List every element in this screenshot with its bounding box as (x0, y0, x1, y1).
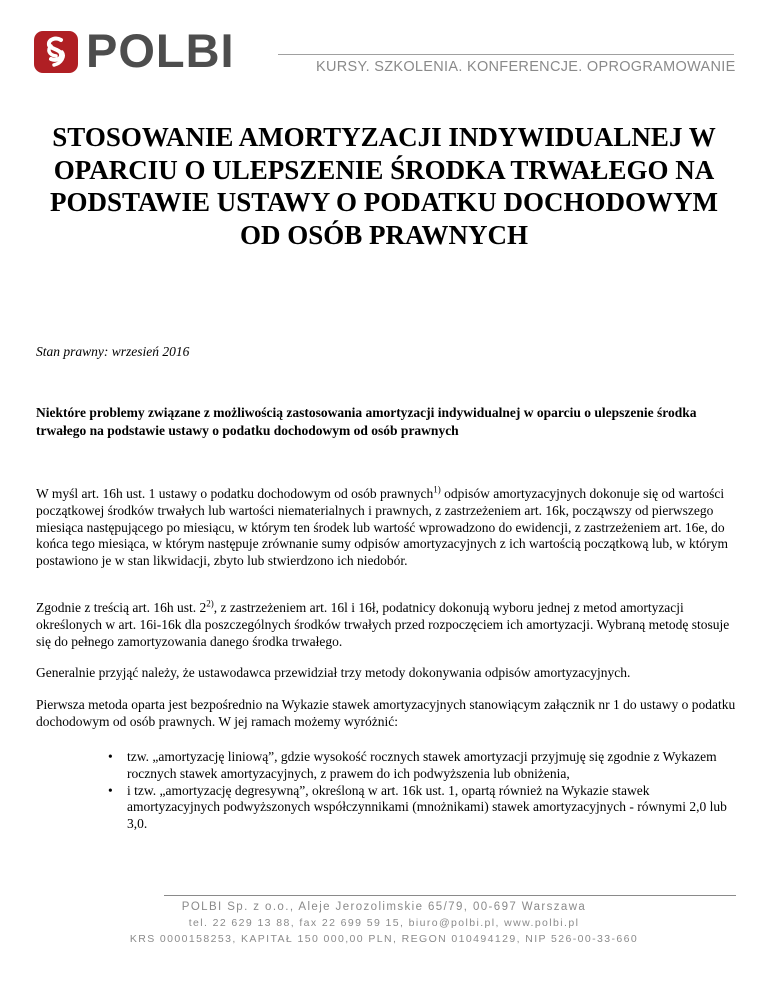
footer-registry: KRS 0000158253, KAPITAŁ 150 000,00 PLN, REGON 010494129, NIP 526-00-33-660 (129, 933, 639, 945)
footnote-ref-2: 2) (206, 598, 214, 609)
bullet-icon: • (108, 782, 113, 798)
paragraph-1-text-start: W myśl art. 16h ust. 1 ustawy o podatku dochodowym od osób prawnych (36, 486, 434, 501)
polbi-logo-icon (34, 31, 78, 73)
footer-contact: tel. 22 629 13 88, fax 22 699 59 15, biuro@polbi.pl, www.polbi.pl (188, 917, 580, 929)
lead-heading: Niektóre problemy związane z możliwością zastosowania amortyzacji indywidualnej w oparciu o ulepszenie środka trwałego na podstawie ustawy o podatku dochodowym od osób prawnych (36, 405, 697, 438)
paragraph-4: Pierwsza metoda oparta jest bezpośrednio na Wykazie stawek amortyzacyjnych stanowiącym załącznik nr 1 do ustawy o podatku dochodowym od osób prawnych. W jej ramach możemy wyróżnić: (36, 697, 736, 729)
paragraph-2-text-start: Zgodnie z treścią art. 16h ust. 2 (36, 600, 207, 615)
bullet-icon: • (108, 749, 113, 764)
list-item-text: i tzw. „amortyzację degresywną”, określoną w art. 16k ust. 1, opartą również na Wykazie stawek amortyzacyjnych podwyższonych współczynnikami (mnożnikami) stawek amortyzacyjnych - równymi 2,0 lub 3,0. (127, 782, 727, 832)
list-item (36, 783, 736, 833)
paragraph-1-text-end: odpisów amortyzacyjnych dokonuje się od wartości początkowej środków trwałych lub wartości niematerialnych i prawnych, z zastrzeżeniem art. 16k, począwszy od pierwszego miesiąca następującego po miesiącu, w którym ten środek lub wartość wprowadzono do ewidencji, z zastrzeżeniem art. 16e, do końca tego miesiąca, w którym następuje zrównanie sumy odpisów amortyzacyjnych z ich wartością początkową lub, w którym postawiono je w stan likwidacji, zbyto lub stwierdzono ich niedobór. (36, 486, 729, 569)
header-divider (278, 54, 734, 55)
header-tagline: KURSY. SZKOLENIA. KONFERENCJE. OPROGRAMOWANIE (316, 59, 736, 75)
page-header (34, 24, 736, 77)
list-item (36, 749, 736, 783)
logo-text: POLBI (86, 24, 235, 77)
document-title: STOSOWANIE AMORTYZACJI INDYWIDUALNEJ W OPARCIU O ULEPSZENIE ŚRODKA TRWAŁEGO NA PODSTAWIE USTAWY O PODATKU DOCHODOWYM OD OSÓB PRAWNYCH (49, 122, 719, 250)
paragraph-2 (36, 600, 736, 650)
methods-list (36, 749, 736, 833)
list-item-text: tzw. „amortyzację liniową”, gdzie wysokość rocznych stawek amortyzacji przyjmuję się zgodnie z Wykazem rocznych stawek amortyzacyjnych, z prawem do ich podwyższenia lub obniżenia, (127, 749, 717, 781)
footnote-ref-1: 1) (433, 484, 441, 495)
paragraph-1 (36, 486, 736, 570)
legal-status: Stan prawny: wrzesień 2016 (36, 344, 190, 359)
footer-address: POLBI Sp. z o.o., Aleje Jerozolimskie 65/79, 00-697 Warszawa (181, 901, 587, 913)
paragraph-2-text-end: , z zastrzeżeniem art. 16l i 16ł, podatnicy dokonują wyboru jednej z metod amortyzacji określonych w art. 16i-16k dla poszczególnych środków trwałych przed rozpoczęciem ich amortyzacji. Wybraną metodę stosuje się do pełnego zamortyzowania danego środka trwałego. (36, 600, 730, 649)
paragraph-3: Generalnie przyjąć należy, że ustawodawca przewidział trzy metody dokonywania odpisów amortyzacyjnych. (36, 665, 631, 680)
footer-divider (164, 895, 736, 896)
